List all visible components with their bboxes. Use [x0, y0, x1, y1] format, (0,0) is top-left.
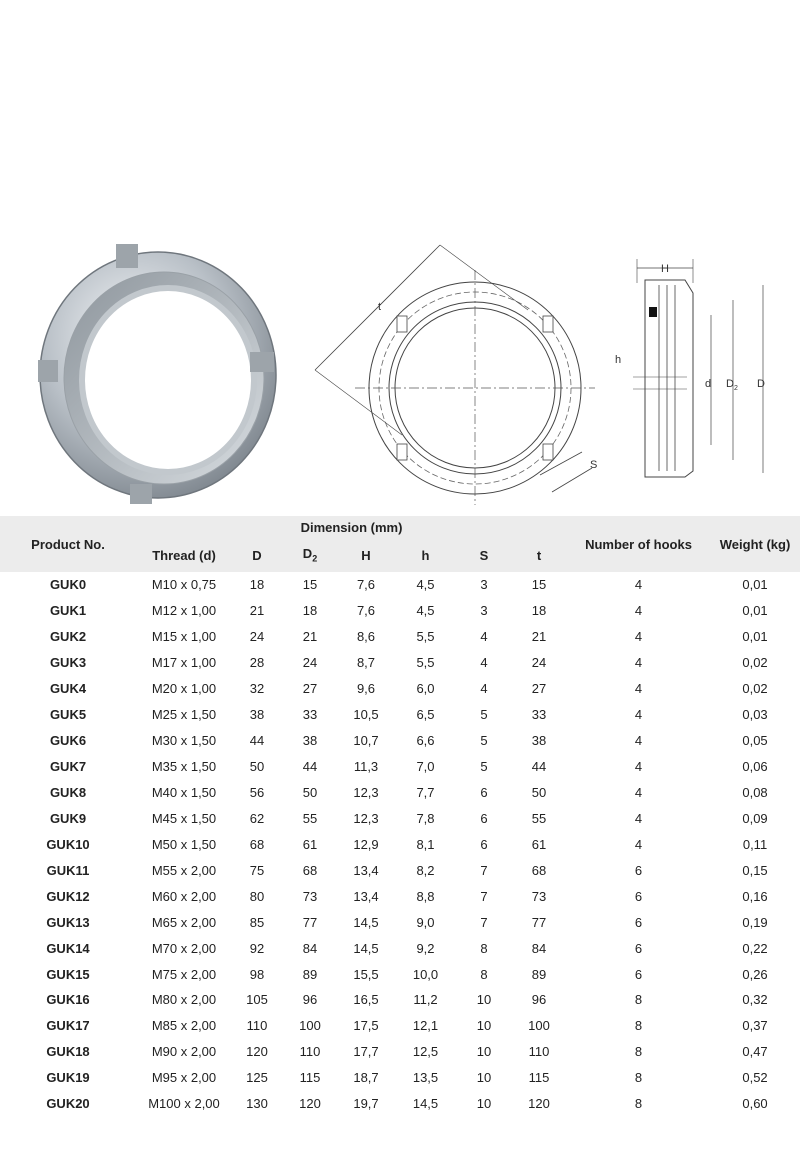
header-height: H: [338, 538, 394, 572]
cell-thread: M35 x 1,50: [151, 759, 217, 775]
cell-height: 17,5: [353, 1018, 379, 1034]
table-row: [0, 624, 800, 650]
cell-hooks: 8: [634, 1044, 643, 1060]
big-d-label: D: [757, 378, 765, 390]
cell-s: 8: [480, 966, 488, 982]
cell-weight: 0,32: [742, 992, 768, 1008]
cell-t: 89: [531, 966, 547, 982]
cell-weight: 0,06: [742, 759, 768, 775]
cell-d2: 84: [302, 940, 318, 956]
cell-d-outer: 28: [249, 655, 265, 671]
cell-product-no: GUK0: [49, 577, 87, 593]
cell-d-outer: 44: [249, 733, 265, 749]
cell-weight: 0,47: [742, 1044, 768, 1060]
cell-thread: M50 x 1,50: [151, 836, 217, 852]
cell-weight: 0,03: [742, 707, 768, 723]
cell-thread: M17 x 1,00: [151, 655, 217, 671]
cell-height: 13,4: [353, 862, 379, 878]
product-table-wrap: [0, 516, 800, 1117]
cell-product-no: GUK7: [49, 759, 87, 775]
cell-t: 96: [531, 992, 547, 1008]
cell-d2: 96: [302, 992, 318, 1008]
cell-hooks: 4: [634, 577, 643, 593]
cell-s: 4: [480, 681, 488, 697]
cell-d2: 89: [302, 966, 318, 982]
cell-thread: M80 x 2,00: [151, 992, 217, 1008]
cell-d2: 120: [299, 1096, 321, 1112]
cell-product-no: GUK16: [46, 992, 90, 1008]
product-table: [0, 516, 800, 1117]
cell-d2: 21: [302, 629, 318, 645]
table-row: [0, 650, 800, 676]
cell-s: 4: [480, 655, 488, 671]
d-label: d: [705, 378, 712, 390]
figures-area: [0, 225, 800, 515]
cell-h-small: 7,0: [416, 759, 435, 775]
table-row: [0, 961, 800, 987]
cell-height: 19,7: [353, 1096, 379, 1112]
cell-h-small: 9,2: [416, 940, 435, 956]
s-label: S: [590, 459, 598, 471]
table-row: [0, 1013, 800, 1039]
cell-s: 10: [476, 1044, 492, 1060]
cell-d2: 61: [302, 836, 318, 852]
cell-hooks: 8: [634, 992, 643, 1008]
cell-t: 73: [531, 888, 547, 904]
cell-height: 11,3: [353, 759, 379, 775]
cell-d2: 55: [302, 810, 318, 826]
cell-height: 10,7: [353, 733, 379, 749]
cell-s: 7: [480, 914, 488, 930]
cell-thread: M85 x 2,00: [151, 1018, 217, 1034]
cell-s: 6: [480, 836, 488, 852]
table-row: [0, 702, 800, 728]
table-row: [0, 780, 800, 806]
cell-t: 100: [528, 1018, 550, 1034]
cell-h-small: 14,5: [412, 1096, 439, 1112]
cell-thread: M15 x 1,00: [151, 629, 217, 645]
cell-height: 12,9: [353, 836, 379, 852]
cell-weight: 0,11: [742, 836, 768, 852]
cell-d-outer: 80: [249, 888, 265, 904]
cell-hooks: 4: [634, 784, 643, 800]
cell-h-small: 12,1: [412, 1018, 439, 1034]
cell-t: 38: [531, 733, 547, 749]
cell-d-outer: 38: [249, 707, 265, 723]
cell-thread: M100 x 2,00: [148, 1096, 220, 1112]
cell-product-no: GUK17: [46, 1018, 90, 1034]
cell-s: 6: [480, 784, 488, 800]
cell-thread: M95 x 2,00: [151, 1070, 217, 1086]
cell-d2: 68: [302, 862, 318, 878]
cell-weight: 0,05: [742, 733, 768, 749]
cell-d-outer: 85: [249, 914, 265, 930]
cell-height: 8,6: [356, 629, 376, 645]
header-s: S: [457, 538, 511, 572]
table-body: [0, 572, 800, 1117]
cell-thread: M12 x 1,00: [151, 603, 217, 619]
cell-weight: 0,01: [742, 629, 768, 645]
cell-s: 5: [480, 733, 488, 749]
cell-h-small: 5,5: [416, 655, 435, 671]
header-thread: Thread (d): [136, 538, 232, 572]
cell-thread: M75 x 2,00: [151, 966, 217, 982]
cell-product-no: GUK6: [49, 733, 87, 749]
cell-d2: 50: [302, 784, 318, 800]
cell-weight: 0,16: [742, 888, 768, 904]
cell-t: 18: [531, 603, 547, 619]
cell-d-outer: 120: [246, 1044, 268, 1060]
cell-product-no: GUK9: [49, 810, 87, 826]
cell-thread: M30 x 1,50: [151, 733, 217, 749]
cell-thread: M10 x 0,75: [151, 577, 217, 593]
cell-product-no: GUK18: [46, 1044, 90, 1060]
cell-t: 50: [531, 784, 547, 800]
cell-h-small: 6,6: [416, 733, 435, 749]
cell-d2: 115: [299, 1070, 321, 1086]
cell-h-small: 12,5: [412, 1044, 439, 1060]
cell-d2: 77: [302, 914, 318, 930]
cell-s: 6: [480, 810, 488, 826]
cell-d2: 44: [302, 759, 318, 775]
cell-t: 110: [528, 1044, 550, 1060]
cell-d-outer: 125: [246, 1070, 268, 1086]
cell-d-outer: 92: [249, 940, 265, 956]
cell-h-small: 8,1: [416, 836, 435, 852]
front-view-drawing: [300, 230, 605, 505]
cell-d-outer: 75: [249, 862, 265, 878]
cell-weight: 0,09: [742, 810, 768, 826]
cell-t: 24: [531, 655, 547, 671]
cell-thread: M70 x 2,00: [151, 940, 217, 956]
table-row: [0, 598, 800, 624]
cell-t: 15: [531, 577, 547, 593]
cell-weight: 0,22: [742, 940, 768, 956]
table-row: [0, 805, 800, 831]
cell-hooks: 6: [634, 966, 643, 982]
cell-hooks: 4: [634, 836, 643, 852]
cell-product-no: GUK14: [46, 940, 90, 956]
cell-h-small: 11,2: [413, 992, 438, 1008]
cell-weight: 0,01: [742, 603, 768, 619]
cell-product-no: GUK4: [49, 681, 87, 697]
header-d2-sub: 2: [312, 553, 318, 564]
cell-hooks: 4: [634, 629, 643, 645]
table-row: [0, 676, 800, 702]
nut-photo: [30, 240, 290, 505]
cell-product-no: GUK2: [49, 629, 87, 645]
table-row: [0, 883, 800, 909]
cell-s: 7: [480, 862, 488, 878]
cell-h-small: 7,8: [416, 810, 435, 826]
cell-h-small: 9,0: [416, 914, 435, 930]
cell-t: 33: [531, 707, 547, 723]
header-product: Product No.: [0, 516, 136, 572]
cell-s: 8: [480, 940, 488, 956]
cell-s: 5: [480, 707, 488, 723]
header-weight: Weight (kg): [710, 516, 800, 572]
cell-height: 18,7: [353, 1070, 379, 1086]
header-hooks: Number of hooks: [567, 516, 710, 572]
cell-d2: 38: [302, 733, 318, 749]
cell-d2: 18: [302, 603, 318, 619]
cell-hooks: 6: [634, 862, 643, 878]
cell-t: 115: [528, 1070, 550, 1086]
cell-d-outer: 21: [249, 603, 265, 619]
cell-hooks: 4: [634, 681, 643, 697]
cell-weight: 0,60: [742, 1096, 768, 1112]
cell-product-no: GUK1: [49, 603, 87, 619]
cell-t: 44: [531, 759, 547, 775]
cell-thread: M20 x 1,00: [151, 681, 217, 697]
cell-height: 7,6: [356, 603, 376, 619]
header-t: t: [511, 538, 567, 572]
cell-d-outer: 24: [249, 629, 265, 645]
cell-product-no: GUK11: [46, 862, 90, 878]
cell-hooks: 4: [634, 707, 643, 723]
header-dimension-group: Dimension (mm): [136, 516, 567, 538]
cell-height: 16,5: [353, 992, 379, 1008]
cell-height: 10,5: [353, 707, 379, 723]
cell-t: 55: [531, 810, 547, 826]
h-dim-label-top: H: [661, 263, 669, 275]
cell-h-small: 13,5: [412, 1070, 439, 1086]
cell-hooks: 8: [634, 1096, 643, 1112]
cell-weight: 0,37: [742, 1018, 768, 1034]
cell-weight: 0,19: [742, 914, 768, 930]
cell-h-small: 6,0: [416, 681, 435, 697]
cell-h-small: 4,5: [416, 577, 435, 593]
cell-s: 4: [480, 629, 488, 645]
cell-hooks: 4: [634, 759, 643, 775]
cell-product-no: GUK12: [46, 888, 90, 904]
cell-h-small: 10,0: [412, 966, 439, 982]
cell-s: 7: [480, 888, 488, 904]
cell-hooks: 4: [634, 655, 643, 671]
cell-thread: M40 x 1,50: [151, 784, 217, 800]
table-header: [0, 516, 800, 572]
cell-s: 3: [480, 603, 488, 619]
cell-weight: 0,26: [742, 966, 768, 982]
cell-height: 13,4: [353, 888, 379, 904]
cell-d-outer: 56: [249, 784, 265, 800]
cell-weight: 0,02: [742, 681, 768, 697]
cell-h-small: 5,5: [416, 629, 435, 645]
table-row: [0, 909, 800, 935]
cell-thread: M65 x 2,00: [151, 914, 217, 930]
cell-weight: 0,08: [742, 784, 768, 800]
cell-h-small: 4,5: [416, 603, 435, 619]
cell-hooks: 4: [634, 810, 643, 826]
cell-d-outer: 110: [246, 1018, 268, 1034]
table-row: [0, 728, 800, 754]
cell-height: 12,3: [353, 784, 379, 800]
table-row: [0, 1039, 800, 1065]
table-row: [0, 987, 800, 1013]
cell-height: 12,3: [353, 810, 379, 826]
cell-s: 5: [480, 759, 488, 775]
table-row: [0, 857, 800, 883]
cell-t: 61: [531, 836, 547, 852]
cell-product-no: GUK13: [46, 914, 90, 930]
cell-d2: 100: [299, 1018, 321, 1034]
cell-height: 8,7: [356, 655, 376, 671]
cell-hooks: 6: [634, 940, 643, 956]
cell-s: 10: [476, 1096, 492, 1112]
cell-h-small: 7,7: [416, 784, 435, 800]
cell-d-outer: 62: [249, 810, 265, 826]
table-row: [0, 935, 800, 961]
table-row: [0, 831, 800, 857]
cell-d-outer: 98: [249, 966, 265, 982]
header-h-small: h: [394, 538, 457, 572]
cell-d-outer: 105: [246, 992, 268, 1008]
cell-d2: 73: [302, 888, 318, 904]
cell-product-no: GUK8: [49, 784, 87, 800]
cell-h-small: 8,8: [416, 888, 435, 904]
table-row: [0, 1065, 800, 1091]
cell-s: 10: [476, 1070, 492, 1086]
cell-hooks: 8: [634, 1070, 643, 1086]
side-view-drawing: [605, 255, 790, 485]
cell-d-outer: 18: [249, 577, 265, 593]
cell-weight: 0,52: [742, 1070, 768, 1086]
cell-t: 27: [531, 681, 547, 697]
cell-product-no: GUK15: [46, 966, 90, 982]
cell-thread: M45 x 1,50: [151, 810, 217, 826]
header-d2: [282, 538, 338, 572]
cell-product-no: GUK10: [46, 836, 90, 852]
cell-product-no: GUK3: [49, 655, 87, 671]
header-d-outer: D: [232, 538, 282, 572]
cell-height: 14,5: [353, 940, 379, 956]
cell-thread: M60 x 2,00: [151, 888, 217, 904]
t-label: t: [378, 301, 382, 313]
cell-hooks: 4: [634, 733, 643, 749]
cell-d2: 24: [302, 655, 318, 671]
cell-thread: M90 x 2,00: [151, 1044, 217, 1060]
h-small-label: h: [615, 354, 622, 366]
cell-d2: 15: [302, 577, 318, 593]
header-d2-main: D: [302, 546, 313, 562]
cell-height: 7,6: [356, 577, 376, 593]
cell-d-outer: 50: [249, 759, 265, 775]
cell-height: 9,6: [356, 681, 376, 697]
cell-thread: M25 x 1,50: [151, 707, 217, 723]
cell-hooks: 4: [634, 603, 643, 619]
cell-hooks: 6: [634, 914, 643, 930]
cell-weight: 0,15: [742, 862, 768, 878]
cell-product-no: GUK19: [46, 1070, 90, 1086]
cell-t: 77: [531, 914, 547, 930]
cell-weight: 0,02: [742, 655, 768, 671]
cell-h-small: 8,2: [416, 862, 435, 878]
table-row: [0, 754, 800, 780]
cell-d-outer: 130: [246, 1096, 268, 1112]
cell-thread: M55 x 2,00: [151, 862, 217, 878]
cell-height: 15,5: [353, 966, 379, 982]
cell-h-small: 6,5: [416, 707, 435, 723]
d2-label: $D_2$: [726, 378, 738, 392]
cell-t: 68: [531, 862, 547, 878]
table-row: [0, 572, 800, 598]
cell-s: 3: [480, 577, 488, 593]
cell-product-no: GUK5: [49, 707, 87, 723]
cell-weight: 0,01: [742, 577, 768, 593]
cell-d2: 33: [302, 707, 318, 723]
cell-s: 10: [476, 992, 492, 1008]
cell-s: 10: [476, 1018, 492, 1034]
cell-height: 17,7: [353, 1044, 379, 1060]
cell-t: 84: [531, 940, 547, 956]
cell-product-no: GUK20: [46, 1096, 90, 1112]
table-row: [0, 1091, 800, 1117]
cell-d-outer: 32: [249, 681, 265, 697]
cell-d2: 110: [299, 1044, 321, 1060]
cell-t: 120: [528, 1096, 550, 1112]
cell-hooks: 8: [634, 1018, 643, 1034]
cell-hooks: 6: [634, 888, 643, 904]
cell-t: 21: [531, 629, 547, 645]
cell-height: 14,5: [353, 914, 379, 930]
cell-d-outer: 68: [249, 836, 265, 852]
cell-d2: 27: [302, 681, 318, 697]
